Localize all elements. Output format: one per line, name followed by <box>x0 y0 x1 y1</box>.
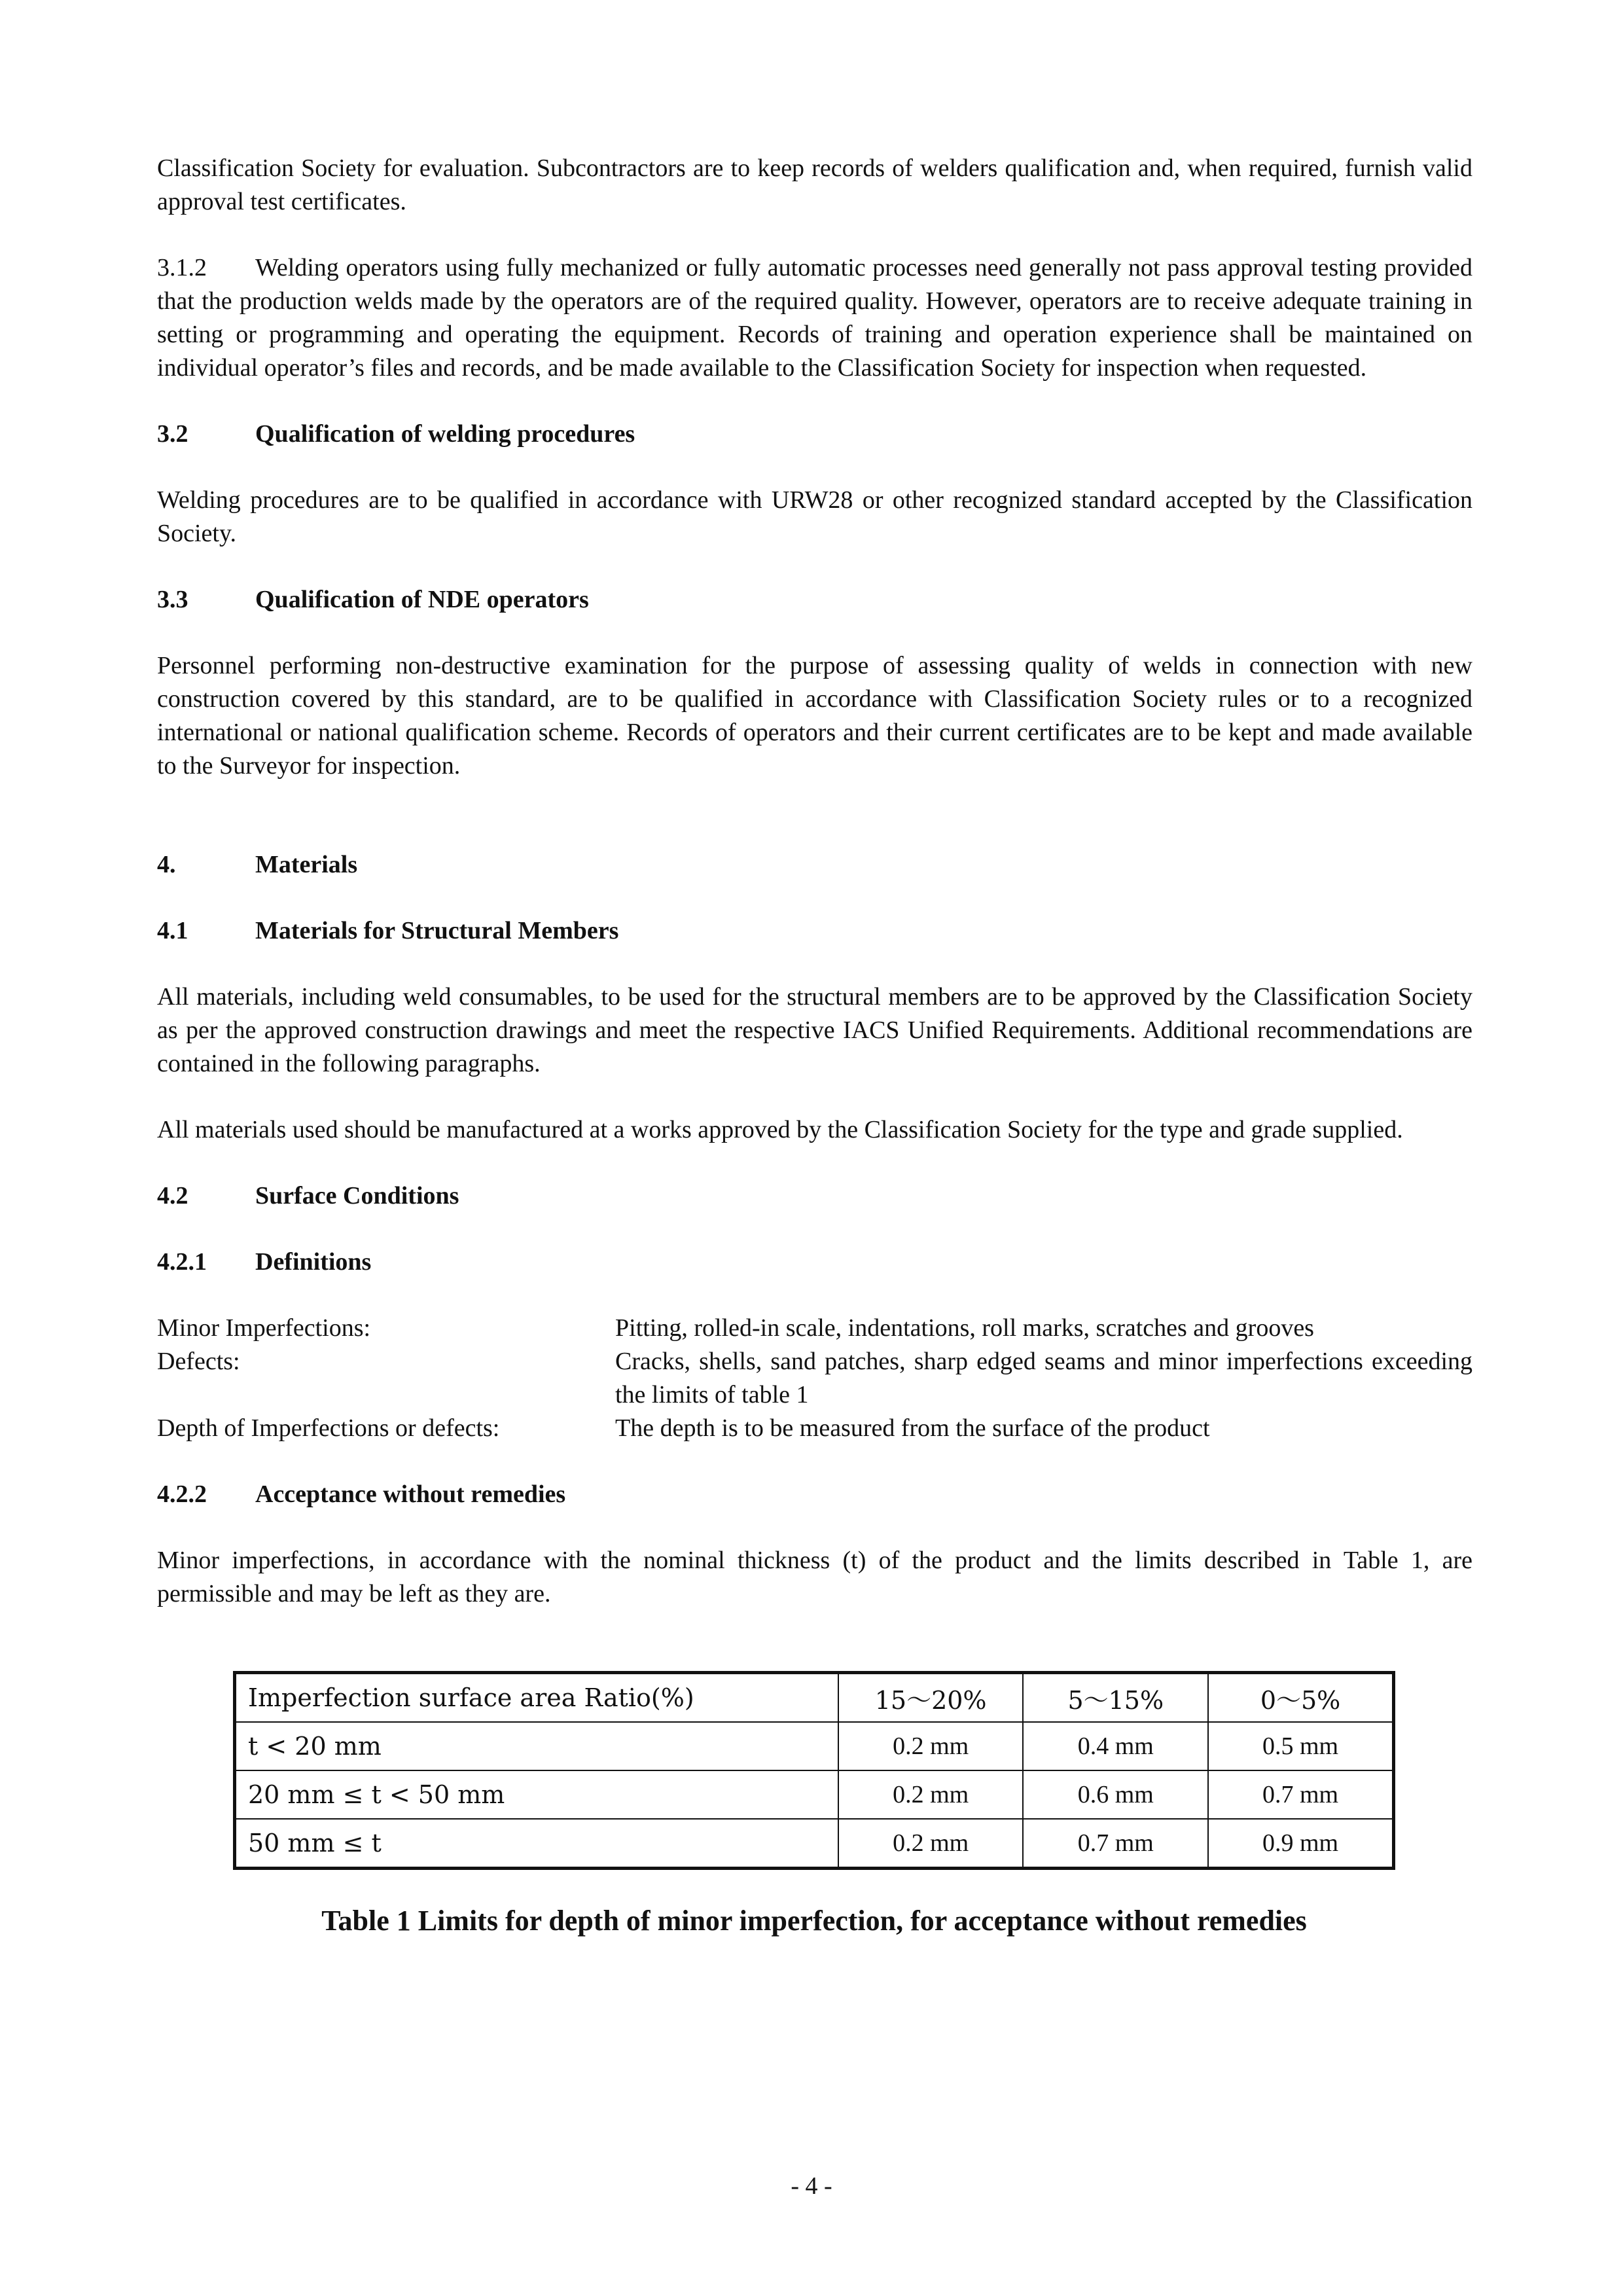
section-title: Qualification of NDE operators <box>255 586 589 613</box>
definition-term: Minor Imperfections: <box>157 1314 371 1342</box>
section-4-1-heading <box>157 914 1472 948</box>
table-header-cell: Imperfection surface area Ratio(%) <box>235 1673 838 1723</box>
section-3-2-text: Welding procedures are to be qualified in accordance with URW28 or other recognized standard accepted by the Classification Society. <box>157 486 1472 547</box>
table-header-row <box>235 1673 1394 1723</box>
table-cell: 0.7 mm <box>1023 1819 1208 1869</box>
section-number: 4.1 <box>157 917 188 944</box>
section-number: 4.2.2 <box>157 1480 207 1508</box>
section-number: 3.3 <box>157 586 188 613</box>
page-number: - 4 - <box>791 2172 832 2200</box>
table-row <box>235 1770 1394 1819</box>
definition-desc: The depth is to be measured from the surface of the product <box>615 1414 1210 1442</box>
paragraph-number: 3.1.2 <box>157 254 207 281</box>
paragraph-text: Welding operators using fully mechanized or fully automatic processes need generally not pass approval testing provided that the production welds made by the operators are of the required quality. However, operators are to receive adequate training in setting or programming and operating the equipment. Records of training and operation experience shall be maintained on individual operator’s files and records, and be made available to the Classification Society for inspection when requested. <box>157 254 1472 382</box>
table-cell: 0.5 mm <box>1208 1722 1393 1770</box>
document-page <box>157 152 1472 1941</box>
definition-desc: Cracks, shells, sand patches, sharp edged seams and minor imperfections exceeding the limits of table 1 <box>615 1348 1472 1408</box>
table-cell: 20 mm ≤ t < 50 mm <box>235 1770 838 1819</box>
section-number: 3.2 <box>157 420 188 448</box>
section-number: 4.2.1 <box>157 1248 207 1276</box>
section-title: Definitions <box>255 1248 372 1276</box>
table-cell: 0.6 mm <box>1023 1770 1208 1819</box>
table-row <box>235 1722 1394 1770</box>
table-cell: 0.9 mm <box>1208 1819 1393 1869</box>
definition-term: Defects: <box>157 1348 240 1375</box>
section-title: Qualification of welding procedures <box>255 420 635 448</box>
section-title: Materials for Structural Members <box>255 917 619 944</box>
section-title: Materials <box>255 851 358 878</box>
intro-paragraph: Classification Society for evaluation. Subcontractors are to keep records of welders qualification and, when required, furnish valid approval test certificates. <box>157 154 1472 215</box>
definition-desc: Pitting, rolled-in scale, indentations, roll marks, scratches and grooves <box>615 1314 1314 1342</box>
section-4-heading <box>157 848 1472 882</box>
section-4-1-text-2: All materials used should be manufactured at a works approved by the Classification Society for the type and grade supplied. <box>157 1116 1403 1143</box>
table-row <box>235 1819 1394 1869</box>
section-3-3-text: Personnel performing non-destructive examination for the purpose of assessing quality of welds in connection with new construction covered by this standard, are to be qualified in accordance with Classification Society rules or to a recognized international or national qualification scheme. Records of operators and their current certificates are to be kept and made available to the Surveyor for inspection. <box>157 652 1472 780</box>
table-cell: 0.2 mm <box>838 1819 1024 1869</box>
definition-term: Depth of Imperfections or defects: <box>157 1414 500 1442</box>
table-caption: Table 1 Limits for depth of minor imperfection, for acceptance without remedies <box>321 1905 1307 1937</box>
table-cell: 0.4 mm <box>1023 1722 1208 1770</box>
table-cell: 50 mm ≤ t <box>235 1819 838 1869</box>
paragraph-3-1-2 <box>157 251 1472 385</box>
section-title: Acceptance without remedies <box>255 1480 566 1508</box>
limits-table <box>233 1671 1395 1870</box>
section-4-1-text-1: All materials, including weld consumables, to be used for the structural members are to be approved by the Classification Society as per the approved construction drawings and meet the respective IACS Unified Requirements. Additional recommendations are contained in the following paragraphs. <box>157 983 1472 1077</box>
table-header-cell: 0～5% <box>1208 1673 1393 1723</box>
section-3-3-heading <box>157 583 1472 617</box>
table-cell: t < 20 mm <box>235 1722 838 1770</box>
table-cell: 0.7 mm <box>1208 1770 1393 1819</box>
section-4-2-2-text: Minor imperfections, in accordance with the nominal thickness (t) of the product and the limits described in Table 1, are permissible and may be left as they are. <box>157 1547 1472 1607</box>
section-number: 4. <box>157 851 176 878</box>
table-header-cell: 5～15% <box>1023 1673 1208 1723</box>
section-title: Surface Conditions <box>255 1182 459 1210</box>
definitions-list <box>157 1312 1472 1445</box>
section-number: 4.2 <box>157 1182 188 1210</box>
section-4-2-1-heading <box>157 1246 1472 1279</box>
table-header-cell: 15～20% <box>838 1673 1024 1723</box>
table-cell: 0.2 mm <box>838 1722 1024 1770</box>
section-4-2-heading <box>157 1179 1472 1213</box>
table-cell: 0.2 mm <box>838 1770 1024 1819</box>
section-3-2-heading <box>157 418 1472 451</box>
section-4-2-2-heading <box>157 1478 1472 1511</box>
